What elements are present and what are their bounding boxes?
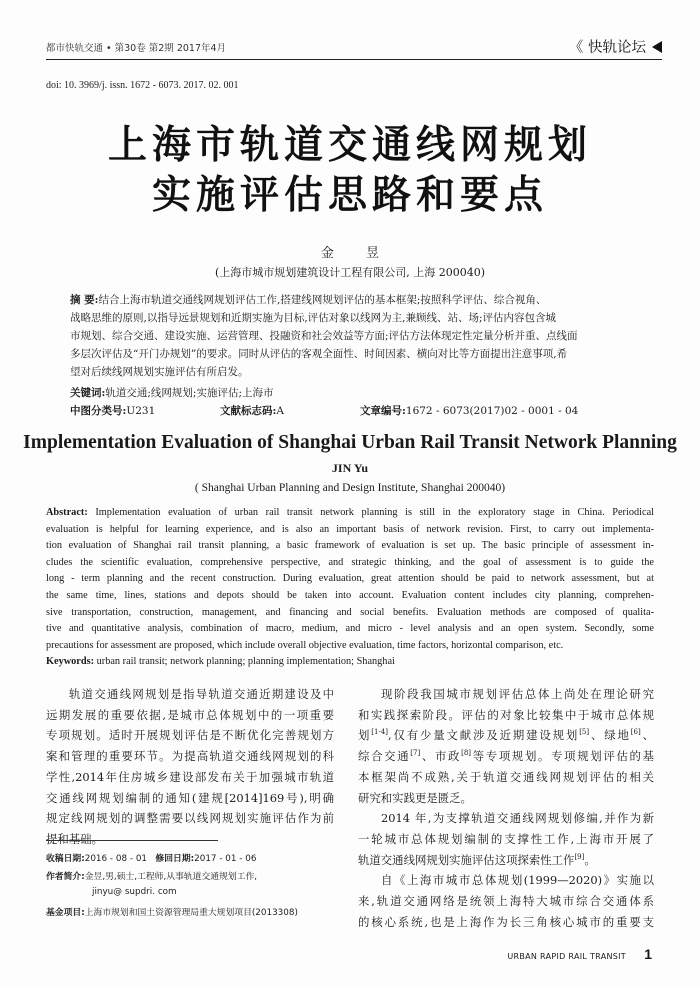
keywords-zh [70, 385, 274, 400]
abstract-en-line: precautions for assessment are proposed, which include overall objective evaluation, time factors, horizontal comparison, etc. [46, 639, 564, 651]
received-date: 2016 - 08 - 01 [84, 854, 148, 864]
body-line: 研究和实践更是匮乏。 [358, 790, 472, 805]
citation[interactable]: [5] [579, 728, 590, 737]
citation[interactable]: [6] [630, 728, 641, 737]
journal-issue: 都市快轨交通 • 第30卷 第2期 2017年4月 [46, 43, 227, 54]
abstract-en [46, 505, 654, 671]
fund-label: 基金项目: [46, 908, 85, 918]
article-no-label: 文章编号: [360, 405, 406, 417]
body-line: 综合交通[7]、市政[8]等专项规划。专项规划评估的基 [358, 749, 654, 764]
body-line: 轨道交通线网规划是指导轨道交通近期建设及中 [69, 687, 334, 701]
keywords-en-text: urban rail transit; network planning; planning implementation; Shanghai [96, 656, 395, 668]
body-line: 来,轨道交通网络是统领上海特大城市综合交通体系 [358, 894, 654, 909]
abstract-zh-line: 战略思维的原则,以指导远景规划和近期实施为目标,评估对象以线网为主,兼顾线、站、场;评估内容包含城 [70, 312, 557, 324]
bio-label: 作者简介: [46, 872, 85, 882]
body-line: 学性,2014年住房城乡建设部发布关于加强城市轨道 [46, 769, 334, 784]
clc [70, 403, 155, 418]
doc-code [220, 403, 284, 418]
citation[interactable]: [7] [410, 749, 421, 758]
abstract-zh-label: 摘 要: [70, 294, 99, 306]
revised-date: 2017 - 01 - 06 [194, 854, 257, 864]
abstract-en-line: tive and quantitative analysis, combination of macro, medium, and micro - level analysis and an open system. Secondly, some [46, 623, 654, 635]
abstract-zh-line: 市规划、综合交通、建设实施、运营管理、投融资和社会效益等方面;评估方法体现定性定量分析并重、点线面 [70, 330, 578, 342]
triangle-left-icon [652, 41, 662, 53]
body-line: 现阶段我国城市规划评估总体上尚处在理论研究 [381, 687, 654, 701]
received-label: 收稿日期: [46, 854, 85, 864]
clc-value: U231 [126, 405, 156, 417]
body-line: 提和基础。 [46, 831, 103, 846]
abstract-zh [70, 291, 650, 381]
abstract-en-label: Abstract: [46, 507, 88, 518]
footnote-divider [46, 840, 218, 841]
author-zh: 金 昱 [320, 246, 394, 261]
body-line: 自《上海市城市总体规划(1999—2020)》实施以 [381, 873, 654, 888]
citation[interactable]: [9] [574, 852, 585, 861]
doc-code-value: A [276, 405, 284, 417]
body-line: 交通线网规划编制的通知(建规[2014]169号),明确 [46, 790, 334, 805]
column-name [569, 36, 662, 57]
article-no [360, 403, 578, 418]
clc-label: 中图分类号: [70, 405, 127, 417]
author-en: JIN Yu [331, 461, 369, 475]
abstract-zh-line: 多层次评估及“开门办规划”的要求。同时从评估的客观全面性、时间因素、横向对比等方面提出注意事项,希 [70, 348, 568, 360]
abstract-en-line: the same time, lines, stations and depots should be taken into account. Evaluation content includes city planning, comprehen- [46, 589, 654, 601]
body-column-right [358, 684, 654, 932]
abstract-en-line: Abstract: Implementation evaluation of urban rail transit network planning is still in the exploratory stage in China. Periodical [46, 507, 654, 518]
fund-text: 上海市规划和国土资源管理局重大规划项目(2013308) [84, 908, 298, 918]
keywords-en-label: Keywords: [46, 656, 95, 668]
body-line: 和实践探索阶段。评估的对象比较集中于城市总体规 [358, 707, 654, 722]
title-zh-line-2: 实施评估思路和要点 [151, 172, 548, 218]
keywords-zh-label: 关键词: [70, 387, 106, 399]
article-no-value: 1672 - 6073(2017)02 - 0001 - 04 [405, 405, 579, 417]
body-line: 的核心系统,也是上海作为长三角核心城市的重要支 [358, 914, 654, 929]
meta-fund [46, 905, 298, 918]
revised-label: 修回日期: [155, 854, 195, 864]
body-column-left [46, 684, 334, 850]
body-line: 2014 年,为支撑轨道交通线网规划修编,并作为新 [381, 811, 654, 826]
column-name-text: 《 快轨论坛 [568, 40, 646, 56]
doc-code-label: 文献标志码: [220, 405, 277, 417]
body-line: 案和管理的重要环节。为提高轨道交通线网规划的科 [46, 749, 334, 764]
page-number: 1 [644, 946, 652, 962]
title-zh-line-1: 上海市轨道交通线网规划 [107, 122, 592, 168]
bio-text: 金昱,男,硕士,工程师,从事轨道交通规划工作, [84, 872, 258, 882]
author-email[interactable]: jinyu@ supdri. com [92, 887, 177, 897]
abstract-en-line: cludes the scientific evaluation, comprehensive perspective, and strategic thinking, and the goal of assessment is to guide the [46, 556, 654, 568]
affiliation-en: ( Shanghai Urban Planning and Design Institute, Shanghai 200040) [194, 482, 506, 494]
affiliation-zh: (上海市城市规划建筑设计工程有限公司, 上海 200040) [214, 266, 486, 279]
abstract-en-line: sive transportation, construction, management, and financing and social benefits. Evaluation methods are composed of qualita- [46, 606, 654, 618]
abstract-en-line: long - term planning and the recent construction. During evaluation, great attention should be paid to network assessment, but at [46, 573, 654, 585]
citation[interactable]: [8] [461, 749, 472, 758]
abstract-zh-line: 摘 要:结合上海市轨道交通线网规划评估工作,搭建线网规划评估的基本框架;按照科学评估、综合视角、 [70, 294, 547, 306]
keywords-en [46, 654, 654, 671]
keywords-zh-text: 轨道交通;线网规划;实施评估;上海市 [105, 387, 274, 399]
body-line: 本框架尚不成熟,关于轨道交通线网规划评估的相关 [358, 769, 654, 784]
body-line: 规定线网规划的调整需要以线网规划实施评估作为前 [46, 811, 334, 826]
abstract-en-line: tion evaluation of Shanghai rail transit planning, a basic framework of evaluation is set up. The basic principle of assessment in- [46, 540, 654, 552]
footer-journal: URBAN RAPID RAIL TRANSIT [507, 952, 626, 961]
abstract-en-line: evaluation is helpful for learning experience, and is also an important basis of network revision. First, to carry out implementa- [46, 523, 654, 535]
body-line: 一轮城市总体规划编制的支撑性工作,上海市开展了 [358, 831, 654, 846]
meta-bio [46, 869, 257, 882]
meta-dates [46, 851, 256, 864]
body-line: 轨道交通线网规划实施评估这项探索性工作[9]。 [358, 852, 596, 867]
doi: doi: 10. 3969/j. issn. 1672 - 6073. 2017. 02. 001 [46, 80, 239, 91]
abstract-zh-line: 望对后续线网规划实施评估有所启发。 [70, 366, 249, 378]
citation[interactable]: [1-4] [371, 728, 388, 737]
body-line: 远期发展的重要依据,是城市总体规划中的一项重要 [46, 707, 334, 722]
body-line: 划[1-4],仅有少量文献涉及近期建设规划[5]、绿地[6]、 [358, 728, 654, 743]
running-header [46, 38, 662, 60]
body-line: 专项规划。适时开展规划评估是不断优化完善规划方 [46, 728, 334, 743]
title-en: Implementation Evaluation of Shanghai Urban Rail Transit Network Planning [23, 432, 677, 453]
